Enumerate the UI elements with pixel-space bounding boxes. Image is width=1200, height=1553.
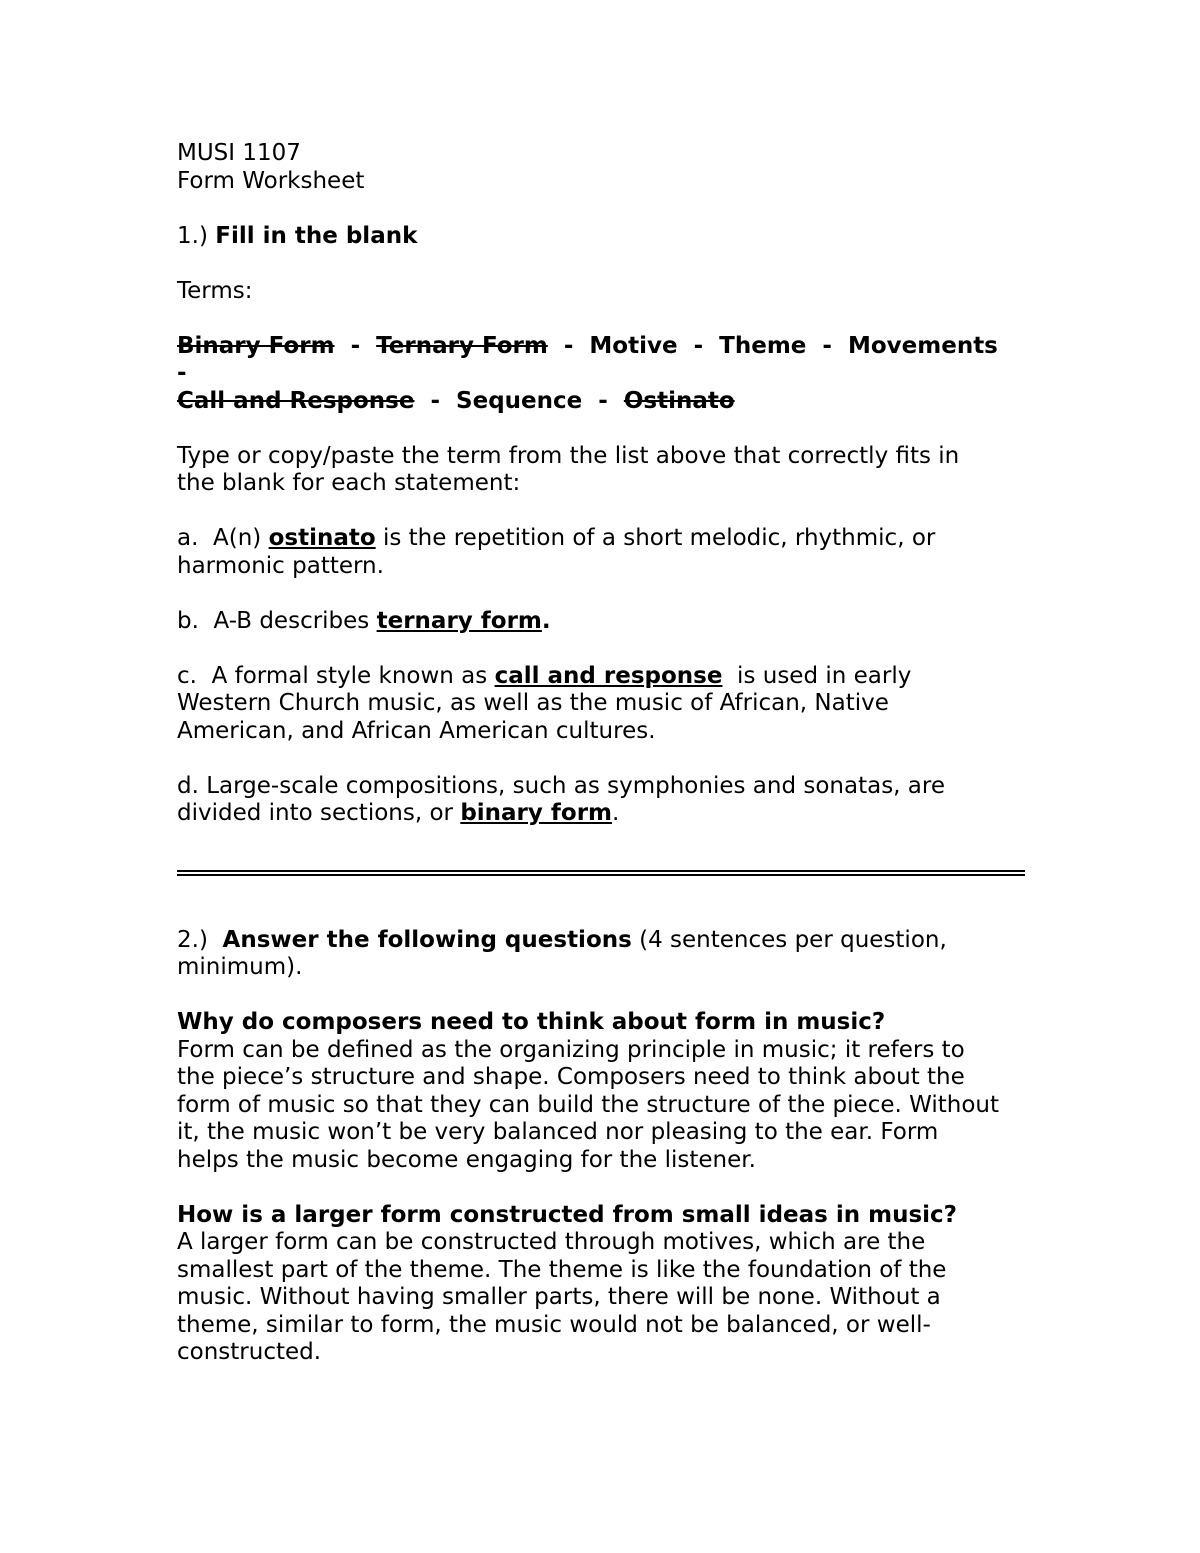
answer-1-line: the piece’s structure and shape. Composers need to think about the [177,1064,965,1090]
answer-1-line: it, the music won’t be very balanced nor pleasing to the ear. Form [177,1119,939,1145]
answer-1-line: helps the music become engaging for the listener. [177,1146,756,1173]
terms-label: Terms: [177,277,253,304]
answer-b: ternary form [376,607,542,634]
question-2: How is a larger form constructed from small ideas in music? [177,1201,958,1228]
answer-2-line: music. Without having smaller parts, there will be none. Without a [177,1284,941,1310]
section2-number: 2.) [177,926,216,953]
section1-heading [177,223,1027,251]
answer-2-line: theme, similar to form, the music would not be balanced, or well- [177,1311,931,1338]
answer-1-line: Form can be defined as the organizing principle in music; it refers to [177,1036,965,1063]
term-binary-form: Binary Form [177,332,335,359]
worksheet-page [177,140,1027,1367]
answer-c: call and response [494,662,723,689]
term-motive: Motive [589,332,678,359]
answer-1-line: form of music so that they can build the structure of the piece. Without [177,1091,1000,1118]
answer-a: ostinato [268,525,376,551]
instructions-line: the blank for each statement: [177,470,521,496]
answer-2-line: A larger form can be constructed through motives, which are the [177,1229,926,1255]
item-c: c. A formal style known as call and response is used in early [177,662,912,689]
section2-heading: 2.) Answer the following questions (4 sentences per question, [177,926,947,953]
section2-title: Answer the following questions [222,926,632,953]
section1-number: 1.) [177,222,208,249]
instructions-line: Type or copy/paste the term from the list above that correctly fits in [177,442,960,469]
answer-2-line: smallest part of the theme. The theme is like the foundation of the [177,1256,947,1283]
section2-note: minimum). [177,954,303,980]
course-code: MUSI 1107 [177,140,301,166]
term-sequence: Sequence [456,387,583,414]
item-d-continued: divided into sections, or binary form. [177,800,620,826]
term-movements: Movements [847,332,998,359]
terms-list-row2: Call and Response - Sequence - Ostinato [177,387,735,414]
question-1: Why do composers need to think about form in music? [177,1009,886,1035]
item-b: b. A-B describes ternary form. [177,607,551,634]
terms-list-dash: - [177,360,187,386]
term-theme: Theme [719,332,807,359]
item-c-continued: Western Church music, as well as the music of African, Native [177,690,889,716]
answer-d: binary form [460,800,613,826]
item-c-continued: American, and African American cultures. [177,717,656,744]
term-ostinato: Ostinato [623,387,735,414]
item-d: d. Large-scale compositions, such as symphonies and sonatas, are [177,772,945,799]
answer-2-line: constructed. [177,1339,322,1365]
term-call-and-response: Call and Response [177,387,415,414]
term-ternary-form: Ternary Form [376,332,548,359]
item-a-continued: harmonic pattern. [177,552,384,579]
terms-list-row1: Binary Form - Ternary Form - Motive - Theme - Movements [177,332,998,359]
worksheet-title: Form Worksheet [177,167,365,194]
item-a: a. A(n) ostinato is the repetition of a short melodic, rhythmic, or [177,525,936,551]
section1-title: Fill in the blank [215,222,418,249]
